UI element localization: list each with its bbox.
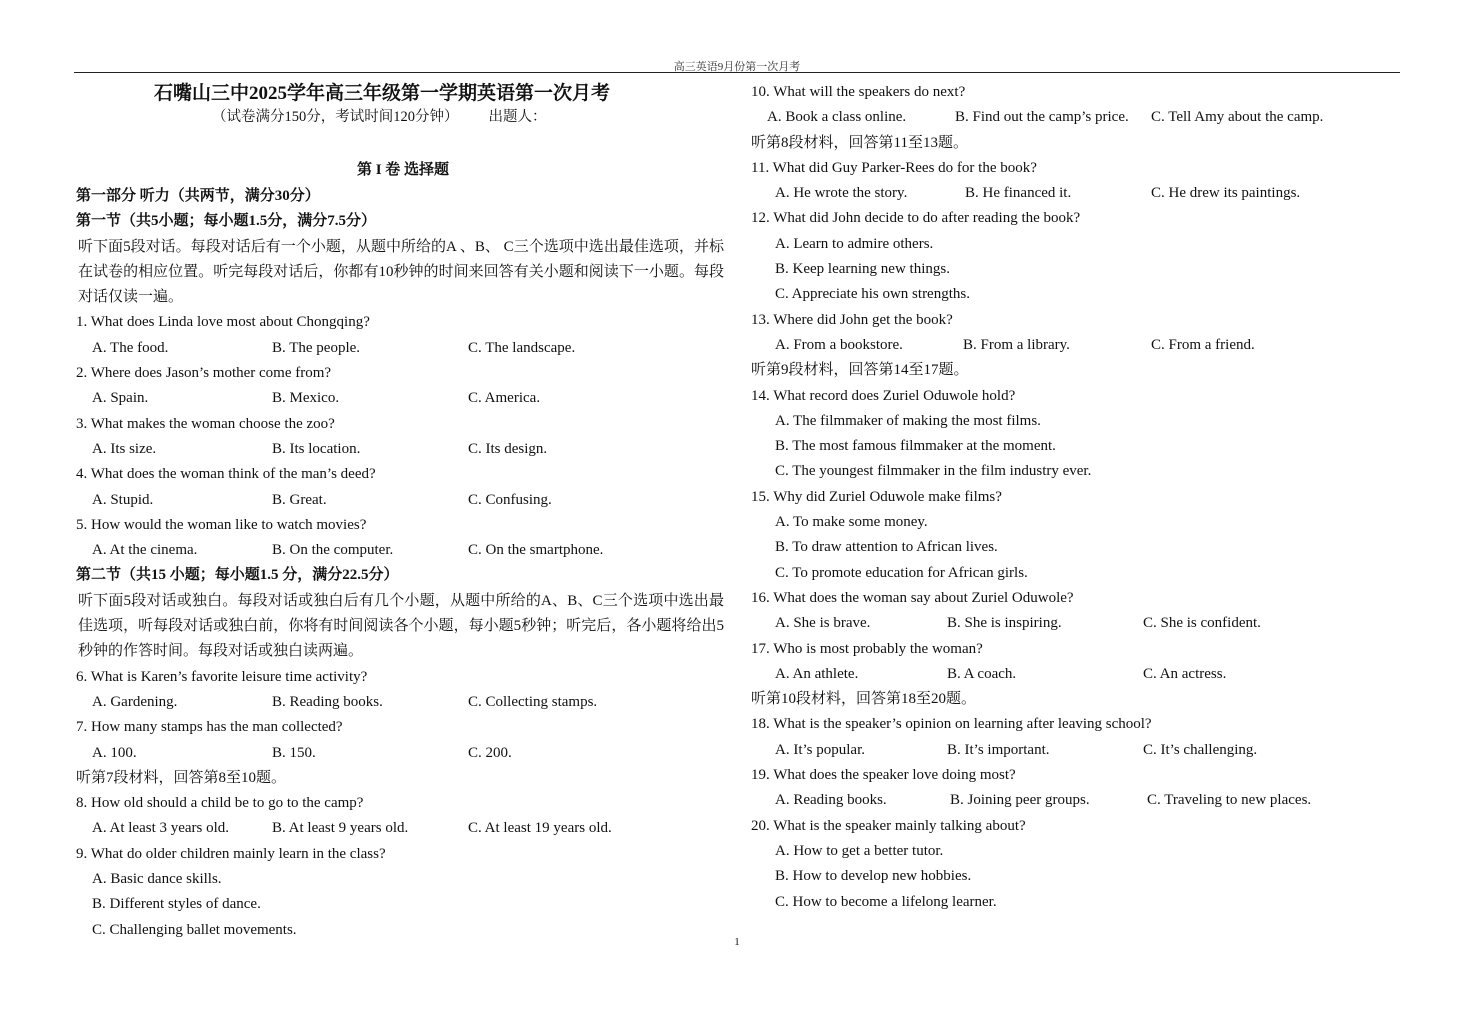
option-c[interactable]: C. From a friend. (1151, 336, 1255, 353)
material-note-10: 听第10段材料，回答第18至20题。 (751, 691, 977, 708)
volume-heading: 第 I 卷 选择题 (356, 162, 450, 178)
question-13-options (751, 333, 1401, 358)
option-b[interactable]: B. Its location. (272, 440, 361, 457)
question-14: 14. What record does Zuriel Oduwole hold? (751, 387, 1016, 404)
question-2: 2. Where does Jason’s mother come from? (76, 365, 332, 382)
question-7-options (76, 741, 726, 766)
option-c[interactable]: C. To promote education for African girls. (775, 564, 1028, 581)
option-c[interactable]: C. Confusing. (468, 491, 552, 508)
option-c[interactable]: C. The landscape. (468, 339, 576, 356)
question-19: 19. What does the speaker love doing most? (751, 767, 1016, 784)
question-3: 3. What makes the woman choose the zoo? (76, 415, 335, 432)
option-c[interactable]: C. He drew its paintings. (1151, 185, 1301, 202)
question-17-options (751, 662, 1401, 687)
option-a[interactable]: A. 100. (92, 744, 137, 761)
option-a[interactable]: A. Book a class online. (767, 109, 907, 126)
option-c[interactable]: C. It’s challenging. (1143, 741, 1258, 758)
question-4-options (76, 488, 726, 513)
question-8-options (76, 816, 726, 841)
question-8: 8. How old should a child be to go to the camp? (76, 795, 364, 812)
option-a[interactable]: A. Basic dance skills. (92, 871, 222, 888)
option-b[interactable]: B. The most famous filmmaker at the moment. (775, 438, 1056, 455)
question-16: 16. What does the woman say about Zuriel Oduwole? (751, 589, 1074, 606)
option-c[interactable]: C. On the smartphone. (468, 542, 604, 559)
option-a[interactable]: A. To make some money. (775, 514, 928, 531)
option-b[interactable]: B. Joining peer groups. (950, 792, 1090, 809)
material-note-9: 听第9段材料，回答第14至17题。 (751, 362, 969, 379)
page-number: 1 (734, 936, 740, 948)
question-10-options (751, 105, 1401, 130)
question-18-options (751, 738, 1401, 763)
section2-heading: 第二节（共15 小题；每小题1.5 分，满分22.5分） (76, 567, 399, 584)
option-a[interactable]: A. Reading books. (775, 792, 887, 809)
option-c[interactable]: C. She is confident. (1143, 615, 1261, 632)
question-11: 11. What did Guy Parker-Rees do for the book? (751, 159, 1037, 176)
material-note-7: 听第7段材料，回答第8至10题。 (76, 769, 287, 786)
option-b[interactable]: B. Different styles of dance. (92, 896, 261, 913)
question-1: 1. What does Linda love most about Chongqing? (76, 314, 370, 331)
option-a[interactable]: A. Learn to admire others. (775, 235, 934, 252)
question-17: 17. Who is most probably the woman? (751, 640, 983, 657)
option-b[interactable]: B. From a library. (963, 336, 1070, 353)
option-b[interactable]: B. Find out the camp’s price. (955, 109, 1129, 126)
option-a[interactable]: A. From a bookstore. (775, 336, 903, 353)
option-b[interactable]: B. Reading books. (272, 693, 383, 710)
option-c[interactable]: C. An actress. (1143, 665, 1227, 682)
option-b[interactable]: B. It’s important. (947, 741, 1050, 758)
option-b[interactable]: B. He financed it. (965, 185, 1072, 202)
right-column (751, 80, 1401, 915)
option-a[interactable]: A. The filmmaker of making the most films. (775, 412, 1041, 429)
option-a[interactable]: A. At least 3 years old. (92, 820, 230, 837)
option-b[interactable]: B. At least 9 years old. (272, 820, 409, 837)
option-b[interactable]: B. Great. (272, 491, 327, 508)
header-rule (74, 72, 1400, 73)
exam-info: （试卷满分150分，考试时间120分钟） (212, 109, 459, 125)
option-b[interactable]: B. A coach. (947, 665, 1017, 682)
option-a[interactable]: A. How to get a better tutor. (775, 842, 944, 859)
question-15: 15. Why did Zuriel Oduwole make films? (751, 488, 1002, 505)
option-a[interactable]: A. An athlete. (775, 665, 859, 682)
question-18: 18. What is the speaker’s opinion on learning after leaving school? (751, 716, 1152, 733)
question-16-options (751, 611, 1401, 636)
question-5: 5. How would the woman like to watch movies? (76, 516, 367, 533)
question-3-options (76, 437, 726, 462)
question-11-options (751, 181, 1401, 206)
option-a[interactable]: A. Its size. (92, 440, 157, 457)
option-a[interactable]: A. The food. (92, 339, 169, 356)
option-c[interactable]: C. Appreciate his own strengths. (775, 286, 970, 303)
page-header: 高三英语9月份第一次月考 (673, 61, 801, 73)
question-1-options (76, 336, 726, 361)
option-c[interactable]: C. Traveling to new places. (1147, 792, 1312, 809)
part1-heading: 第一部分 听力（共两节，满分30分） (76, 188, 320, 204)
section1-heading: 第一节（共5小题；每小题1.5分，满分7.5分） (76, 213, 377, 230)
option-b[interactable]: B. Mexico. (272, 390, 340, 407)
option-b[interactable]: B. 150. (272, 744, 316, 761)
option-c[interactable]: C. The youngest filmmaker in the film industry ever. (775, 463, 1092, 480)
question-7: 7. How many stamps has the man collected? (76, 719, 343, 736)
section1-instructions: 听下面5段对话。每段对话后有一个小题，从题中所给的A 、B、 C三个选项中选出最佳选项，并标在试卷的相应位置。听完每段对话后，你都有10秒钟的时间来回答有关小题和阅读下一小题。每段对话仅读一遍。 (78, 238, 724, 306)
material-note-8: 听第8段材料，回答第11至13题。 (751, 134, 968, 151)
option-a[interactable]: A. Stupid. (92, 491, 154, 508)
exam-title: 石嘴山三中2025学年高三年级第一学期英语第一次月考 (154, 83, 611, 104)
option-b[interactable]: B. The people. (272, 339, 361, 356)
question-2-options (76, 386, 726, 411)
option-a[interactable]: A. At the cinema. (92, 542, 198, 559)
question-12: 12. What did John decide to do after reading the book? (751, 210, 1081, 227)
option-c[interactable]: C. At least 19 years old. (468, 820, 612, 837)
option-b[interactable]: B. Keep learning new things. (775, 261, 950, 278)
option-a[interactable]: A. She is brave. (775, 615, 871, 632)
section2-instructions: 听下面5段对话或独白。每段对话或独白后有几个小题，从题中所给的A、B、C三个选项中选出最佳选项，听每段对话或独白前，你将有时间阅读各个小题，每小题5秒钟；听完后，各小题将给出5秒钟的作答时间。每段对话或独白读两遍。 (78, 592, 724, 660)
question-6-options (76, 690, 726, 715)
question-10: 10. What will the speakers do next? (751, 84, 966, 100)
question-4: 4. What does the woman think of the man’s deed? (76, 466, 376, 483)
option-b[interactable]: B. On the computer. (272, 542, 394, 559)
option-b[interactable]: B. To draw attention to African lives. (775, 539, 998, 556)
option-c[interactable]: C. Tell Amy about the camp. (1151, 109, 1324, 126)
question-20: 20. What is the speaker mainly talking about? (751, 817, 1026, 834)
exam-subtitle (212, 107, 726, 127)
option-c[interactable]: C. 200. (468, 744, 512, 761)
question-6: 6. What is Karen’s favorite leisure time activity? (76, 668, 368, 685)
option-a[interactable]: A. He wrote the story. (775, 185, 908, 202)
question-19-options (751, 788, 1401, 813)
question-9: 9. What do older children mainly learn in the class? (76, 845, 386, 862)
author-label: 出题人： (488, 109, 547, 125)
option-c[interactable]: C. How to become a lifelong learner. (775, 893, 997, 910)
question-5-options (76, 538, 726, 563)
option-b[interactable]: B. How to develop new hobbies. (775, 868, 972, 885)
option-a[interactable]: A. Spain. (92, 390, 149, 407)
left-column (76, 80, 726, 943)
option-c[interactable]: C. Collecting stamps. (468, 693, 598, 710)
option-c[interactable]: C. Its design. (468, 440, 548, 457)
option-b[interactable]: B. She is inspiring. (947, 615, 1062, 632)
option-a[interactable]: A. It’s popular. (775, 741, 865, 758)
option-c[interactable]: C. America. (468, 390, 541, 407)
question-13: 13. Where did John get the book? (751, 311, 953, 328)
option-c[interactable]: C. Challenging ballet movements. (92, 921, 297, 938)
option-a[interactable]: A. Gardening. (92, 693, 178, 710)
